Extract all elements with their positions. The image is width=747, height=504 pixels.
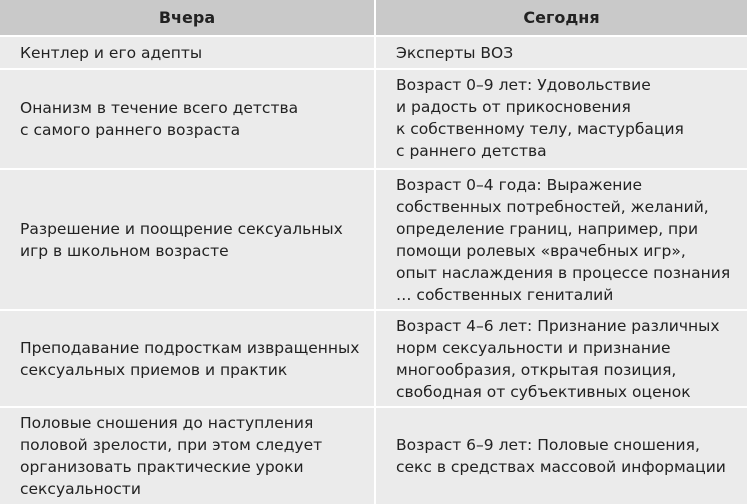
cell-yesterday: Кентлер и его адепты xyxy=(0,36,375,69)
cell-today: Возраст 6–9 лет: Половые сношения, секс в средствах массовой информации xyxy=(375,407,747,504)
table-row xyxy=(0,36,747,69)
header-today: Сегодня xyxy=(375,0,747,36)
cell-yesterday: Преподавание подросткам извращенных сексуальных приемов и практик xyxy=(0,310,375,407)
cell-yesterday: Половые сношения до наступления половой зрелости, при этом следует организовать практические уроки сексуальности xyxy=(0,407,375,504)
table-row xyxy=(0,407,747,504)
table-row xyxy=(0,69,747,169)
cell-today: Возраст 0–4 года: Выражение собственных потребностей, желаний, определение границ, например, при помощи ролевых «врачебных игр», опыт наслаждения в процессе познания … собственных гениталий xyxy=(375,169,747,310)
cell-yesterday: Разрешение и поощрение сексуальных игр в школьном возрасте xyxy=(0,169,375,310)
cell-yesterday: Онанизм в течение всего детства с самого раннего возраста xyxy=(0,69,375,169)
cell-today: Возраст 4–6 лет: Признание различных норм сексуальности и признание многообразия, открытая позиция, свободная от субъективных оценок xyxy=(375,310,747,407)
cell-today: Эксперты ВОЗ xyxy=(375,36,747,69)
header-yesterday: Вчера xyxy=(0,0,375,36)
table-row xyxy=(0,310,747,407)
cell-today: Возраст 0–9 лет: Удовольствие и радость от прикосновения к собственному телу, мастурбация с раннего детства xyxy=(375,69,747,169)
header-row xyxy=(0,0,747,36)
table-row xyxy=(0,169,747,310)
